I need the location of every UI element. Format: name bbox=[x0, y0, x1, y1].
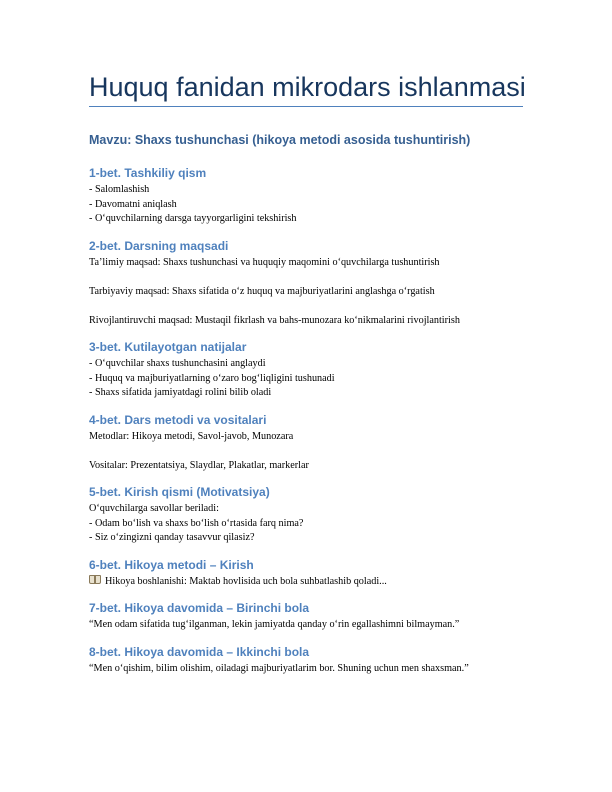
section-heading: 3-bet. Kutilayotgan natijalar bbox=[89, 340, 247, 354]
list-item: - Salomlashish bbox=[89, 184, 150, 195]
open-book-icon bbox=[89, 575, 102, 585]
list-item: - Huquq va majburiyatlarning o‘zaro bog‘liqligini tushunadi bbox=[89, 372, 335, 384]
document-title: Huquq fanidan mikrodars ishlanmasi bbox=[89, 72, 526, 102]
section-2 bbox=[89, 238, 523, 329]
quote-text: “Men odam sifatida tug‘ilganman, lekin jamiyatda qanday o‘rin egallashimni bilmayman.” bbox=[89, 619, 460, 630]
section-heading: 2-bet. Darsning maqsadi bbox=[89, 238, 229, 253]
story-beginning-text: Hikoya boshlanishi: Maktab hovlisida uch bola suhbatlashib qoladi... bbox=[105, 575, 387, 587]
list-item bbox=[89, 575, 523, 590]
quote-text: “Men o‘qishim, bilim olishim, oiladagi majburiyatlarim bor. Shuning uchun men shaxsman.” bbox=[89, 662, 469, 674]
section-8 bbox=[89, 644, 523, 677]
section-4 bbox=[89, 412, 523, 474]
list-item: - Davomatni aniqlash bbox=[89, 198, 177, 210]
list-item: - O‘quvchilarning darsga tayyorgarligini tekshirish bbox=[89, 213, 297, 224]
list-item: - O‘quvchilar shaxs tushunchasini anglaydi bbox=[89, 358, 266, 369]
topic-heading: Mavzu: Shaxs tushunchasi (hikoya metodi asosida tushuntirish) bbox=[89, 133, 471, 147]
paragraph: Vositalar: Prezentatsiya, Slaydlar, Plakatlar, markerlar bbox=[89, 459, 309, 471]
section-5 bbox=[89, 484, 523, 546]
section-heading: 4-bet. Dars metodi va vositalari bbox=[89, 412, 267, 427]
list-item: - Shaxs sifatida jamiyatdagi rolini bilib oladi bbox=[89, 387, 272, 398]
section-6 bbox=[89, 557, 523, 590]
section-3 bbox=[89, 339, 523, 401]
list-item: O‘quvchilarga savollar beriladi: bbox=[89, 503, 219, 514]
section-heading: 5-bet. Kirish qismi (Motivatsiya) bbox=[89, 485, 270, 499]
list-item: - Odam bo‘lish va shaxs bo‘lish o‘rtasida farq nima? bbox=[89, 517, 304, 529]
section-1 bbox=[89, 165, 523, 227]
section-heading: 8-bet. Hikoya davomida – Ikkinchi bola bbox=[89, 644, 310, 659]
section-heading: 6-bet. Hikoya metodi – Kirish bbox=[89, 557, 254, 572]
list-item: - Siz o‘zingizni qanday tasavvur qilasiz? bbox=[89, 532, 255, 543]
paragraph: Rivojlantiruvchi maqsad: Mustaqil fikrlash va bahs-munozara ko‘nikmalarini rivojlantirish bbox=[89, 314, 460, 326]
section-heading: 7-bet. Hikoya davomida – Birinchi bola bbox=[89, 601, 310, 615]
title-underline bbox=[89, 106, 523, 107]
document-body bbox=[89, 131, 523, 687]
section-heading: 1-bet. Tashkiliy qism bbox=[89, 166, 207, 180]
paragraph: Metodlar: Hikoya metodi, Savol-javob, Munozara bbox=[89, 430, 294, 442]
paragraph: Tarbiyaviy maqsad: Shaxs sifatida o‘z huquq va majburiyatlarini anglashga o‘rgatish bbox=[89, 285, 435, 297]
section-7 bbox=[89, 600, 523, 633]
paragraph: Ta’limiy maqsad: Shaxs tushunchasi va huquqiy maqomini o‘quvchilarga tushuntirish bbox=[89, 256, 440, 268]
